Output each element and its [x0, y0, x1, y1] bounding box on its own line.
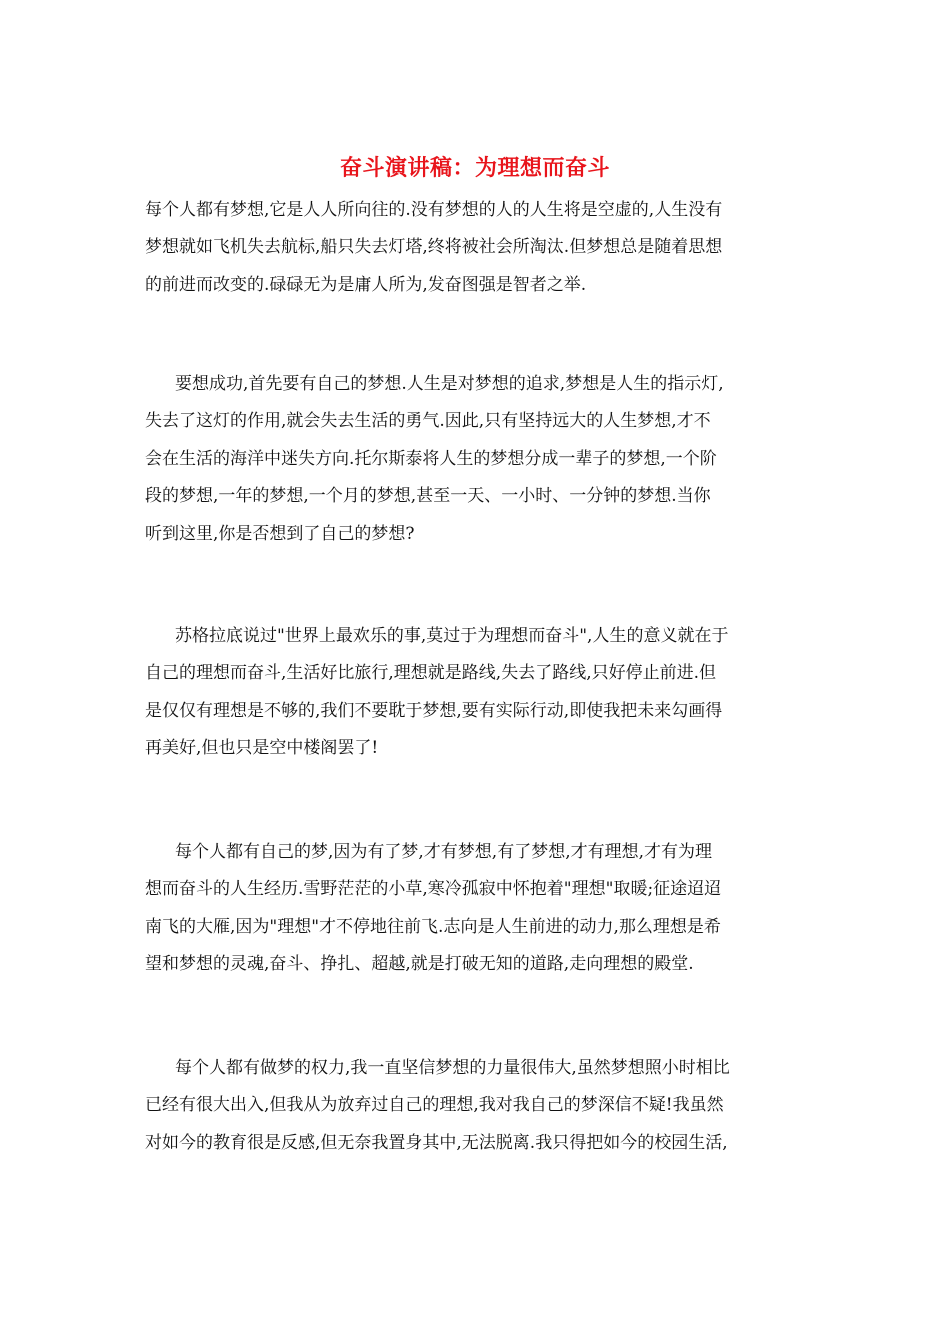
paragraph-line: 每个人都有自己的梦,因为有了梦,才有梦想,有了梦想,才有理想,才有为理 — [175, 842, 713, 862]
paragraph-line: 段的梦想,一年的梦想,一个月的梦想,甚至一天、一小时、一分钟的梦想.当你 — [145, 486, 711, 507]
paragraph-2 — [145, 366, 810, 553]
paragraph-line: 望和梦想的灵魂,奋斗、挣扎、超越,就是打破无知的道路,走向理想的殿堂. — [145, 954, 694, 975]
paragraph-line: 已经有很大出入,但我从为放弃过自己的理想,我对我自己的梦深信不疑!我虽然 — [145, 1095, 724, 1116]
paragraph-line: 要想成功,首先要有自己的梦想.人生是对梦想的追求,梦想是人生的指示灯, — [175, 374, 724, 394]
paragraph-4 — [145, 834, 810, 984]
paragraph-line: 听到这里,你是否想到了自己的梦想? — [145, 523, 415, 544]
paragraph-line: 梦想就如飞机失去航标,船只失去灯塔,终将被社会所淘汰.但梦想总是随着思想 — [145, 237, 723, 258]
paragraph-line: 对如今的教育很是反感,但无奈我置身其中,无法脱离.我只得把如今的校园生活, — [145, 1132, 728, 1153]
paragraph-line: 南飞的大雁,因为"理想"才不停地往前飞.志向是人生前进的动力,那么理想是希 — [145, 916, 721, 937]
paragraph-line: 自己的理想而奋斗,生活好比旅行,理想就是路线,失去了路线,只好停止前进.但 — [145, 663, 717, 684]
document-title: 奋斗演讲稿：为理想而奋斗 — [339, 155, 610, 181]
paragraph-line: 再美好,但也只是空中楼阁罢了! — [145, 738, 379, 759]
paragraph-line: 的前进而改变的.碌碌无为是庸人所为,发奋图强是智者之举. — [145, 274, 587, 295]
paragraph-line: 会在生活的海洋中迷失方向.托尔斯泰将人生的梦想分成一辈子的梦想,一个阶 — [145, 448, 717, 469]
paragraph-3 — [145, 618, 810, 768]
paragraph-line: 每个人都有梦想,它是人人所向往的.没有梦想的人的人生将是空虚的,人生没有 — [145, 200, 723, 220]
paragraph-line: 失去了这灯的作用,就会失去生活的勇气.因此,只有坚持远大的人生梦想,才不 — [145, 411, 711, 432]
paragraph-line: 苏格拉底说过"世界上最欢乐的事,莫过于为理想而奋斗",人生的意义就在于 — [175, 626, 729, 646]
paragraph-1 — [145, 192, 810, 304]
paragraph-line: 想而奋斗的人生经历.雪野茫茫的小草,寒冷孤寂中怀抱着"理想"取暖;征途迢迢 — [145, 879, 722, 900]
paragraph-5 — [145, 1050, 810, 1162]
paragraph-line: 每个人都有做梦的权力,我一直坚信梦想的力量很伟大,虽然梦想照小时相比 — [175, 1058, 730, 1078]
paragraph-line: 是仅仅有理想是不够的,我们不要耽于梦想,要有实际行动,即使我把未来勾画得 — [145, 700, 723, 721]
